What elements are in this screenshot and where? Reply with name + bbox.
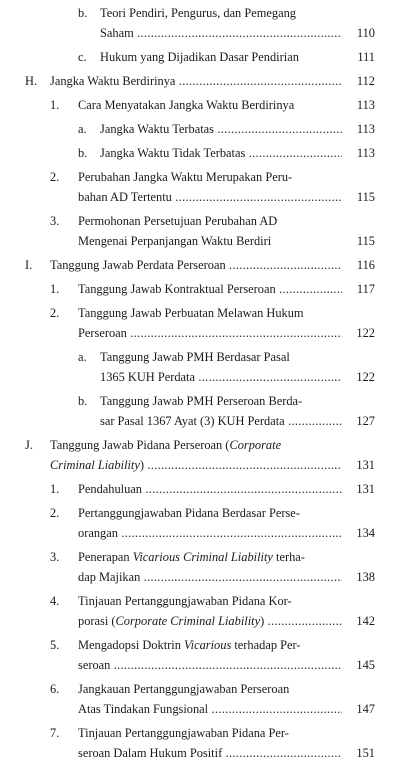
toc-page-number: 134 [356,526,375,540]
toc-line [0,71,400,91]
toc-page-number: 115 [356,234,375,248]
toc-entry-marker: 2. [50,506,60,520]
toc-line [0,455,400,475]
toc-entry-title [50,435,342,455]
toc-entry-marker: I. [25,258,33,272]
toc-line [0,3,400,23]
toc-title-text: Mengenai Perpanjangan Waktu Berdiri [78,234,272,248]
toc-page-number: 142 [356,614,375,628]
toc-entry-title [78,547,342,567]
toc-entry-title [78,95,342,115]
toc-title-text: Jangka Waktu Berdirinya [50,74,176,88]
toc-entry-marker: c. [78,50,87,64]
toc-line [0,743,400,763]
toc-line [0,143,400,163]
toc-entry-title [78,635,342,655]
toc-line [0,699,400,719]
toc-title-text: Tanggung Jawab PMH Perseroan Berda- [100,394,303,408]
toc-title-text: seroan [78,658,111,672]
toc-entry-marker: 7. [50,726,60,740]
toc-entry-title [78,231,342,251]
toc-title-text: Jangkauan Pertanggungjawaban Perseroan [78,682,290,696]
toc-title-text: bahan AD Tertentu [78,190,172,204]
toc-page-number: 117 [356,282,375,296]
toc-line [0,347,400,367]
toc-title-text: seroan Dalam Hukum Positif [78,746,223,760]
toc-entry-marker: b. [78,146,88,160]
toc-entry-title [78,655,342,675]
toc-entry-marker: 6. [50,682,60,696]
toc-entry-title [78,479,342,499]
toc-page-number: 116 [356,258,375,272]
toc-title-text: Tanggung Jawab Kontraktual Perseroan [78,282,276,296]
toc-line [0,211,400,231]
toc-entry-title [78,591,342,611]
toc-line [0,547,400,567]
toc-title-text: Permohonan Persetujuan Perubahan AD [78,214,278,228]
toc-title-text: Jangka Waktu Tidak Terbatas [100,146,246,160]
toc-entry-title [78,743,342,763]
toc-line [0,655,400,675]
toc-entry-title [78,723,342,743]
toc-title-text: sar Pasal 1367 Ayat (3) KUH Perdata [100,414,285,428]
toc-page-number: 131 [356,482,375,496]
toc-page-number: 145 [356,658,375,672]
toc-entry-title [78,211,342,231]
toc-line [0,723,400,743]
toc-entry-title [78,279,342,299]
toc-title-text: Penerapan [78,550,133,564]
toc-line [0,503,400,523]
toc-title-text: Tinjauan Pertanggungjawaban Pidana Per- [78,726,289,740]
toc-title-text: Tanggung Jawab Pidana Perseroan ( [50,438,230,452]
toc-entry-marker: 3. [50,214,60,228]
toc-line [0,303,400,323]
toc-entry-title [100,47,342,67]
toc-entry-title [100,119,342,139]
toc-entry-title [100,411,342,431]
toc-entry-title [100,23,342,43]
toc-page-number: 113 [356,146,375,160]
toc-entry-marker: 3. [50,550,60,564]
toc-entry-title [78,699,342,719]
toc-title-text: Teori Pendiri, Pengurus, dan Pemegang [100,6,296,20]
toc-entry-title [50,455,342,475]
toc-title-italic: Vicarious [184,638,232,652]
toc-line [0,119,400,139]
toc-page-number: 113 [356,98,375,112]
toc-entry-title [78,503,342,523]
toc-entry-title [78,303,342,323]
toc-line [0,679,400,699]
toc-line [0,323,400,343]
toc-entry-title [78,679,342,699]
toc-title-text: Perseroan [78,326,127,340]
toc-line [0,95,400,115]
toc-entry-title [50,71,342,91]
toc-entry-title [100,143,342,163]
toc-title-text: Cara Menyatakan Jangka Waktu Berdirinya [78,98,295,112]
toc-entry-title [78,187,342,207]
toc-title-text: Pendahuluan [78,482,143,496]
toc-title-text: orangan [78,526,118,540]
toc-title-text: Tinjauan Pertanggungjawaban Pidana Kor- [78,594,292,608]
toc-page-number: 115 [356,190,375,204]
toc-entry-title [100,391,342,411]
toc-entry-title [100,347,342,367]
toc-page-number: 122 [356,326,375,340]
toc-title-italic: Vicarious Criminal Liability [132,550,273,564]
toc-entry-title [78,567,342,587]
toc-page-number: 113 [356,122,375,136]
toc-line [0,611,400,631]
toc-entry-marker: 1. [50,482,60,496]
toc-line [0,523,400,543]
toc-page-number: 138 [356,570,375,584]
toc-page-number: 127 [356,414,375,428]
toc-entry-marker: b. [78,394,88,408]
toc-page-number: 131 [356,458,375,472]
toc-line [0,435,400,455]
toc-title-text: 1365 KUH Perdata [100,370,195,384]
toc-title-text: porasi ( [78,614,116,628]
toc-entry-marker: J. [25,438,33,452]
toc-entry-marker: 1. [50,282,60,296]
toc-line [0,23,400,43]
toc-title-text: Saham [100,26,134,40]
toc-page-number: 147 [356,702,375,716]
toc-line [0,391,400,411]
toc-entry-title [50,255,342,275]
toc-title-italic: Corporate Criminal Liability [115,614,261,628]
toc-title-text: ) [139,458,144,472]
toc-line [0,47,400,67]
toc-title-italic: Corporate [229,438,282,452]
toc-title-text: Pertanggungjawaban Pidana Berdasar Perse- [78,506,300,520]
toc-entry-marker: a. [78,350,87,364]
toc-line [0,591,400,611]
toc-line [0,635,400,655]
toc-title-text: terhadap Per- [231,638,301,652]
toc-page-number: 110 [356,26,375,40]
toc-title-text: terha- [272,550,305,564]
toc-title-text: Hukum yang Dijadikan Dasar Pendirian [100,50,299,64]
toc-entry-title [100,3,342,23]
toc-title-text: dap Majikan [78,570,141,584]
toc-line [0,187,400,207]
toc-line [0,479,400,499]
toc-line [0,279,400,299]
toc-line [0,167,400,187]
toc-line [0,567,400,587]
toc-title-text: Jangka Waktu Terbatas [100,122,214,136]
toc-title-text: ) [260,614,265,628]
toc-entry-title [78,523,342,543]
toc-entry-marker: 5. [50,638,60,652]
toc-title-text: Tanggung Jawab Perbuatan Melawan Hukum [78,306,304,320]
toc-title-text: Tanggung Jawab Perdata Perseroan [50,258,226,272]
toc-entry-title [78,167,342,187]
toc-title-italic: Criminal Liability [50,458,140,472]
toc-entry-marker: 1. [50,98,60,112]
toc-entry-title [78,323,342,343]
toc-page-number: 151 [356,746,375,760]
toc-entry-marker: a. [78,122,87,136]
toc-page-number: 111 [357,50,375,64]
toc-entry-marker: H. [25,74,38,88]
toc-title-text: Tanggung Jawab PMH Berdasar Pasal [100,350,290,364]
toc-line [0,231,400,251]
toc-page-number: 112 [356,74,375,88]
toc-title-text: Mengadopsi Doktrin [78,638,184,652]
toc-entry-marker: 2. [50,170,60,184]
toc-entry-title [100,367,342,387]
toc-entry-title [78,611,342,631]
toc-entry-marker: 4. [50,594,60,608]
toc-line [0,255,400,275]
toc-title-text: Atas Tindakan Fungsional [78,702,209,716]
toc-page-number: 122 [356,370,375,384]
toc-line [0,367,400,387]
toc-entry-marker: b. [78,6,88,20]
toc-title-text: Perubahan Jangka Waktu Merupakan Peru- [78,170,293,184]
toc-entry-marker: 2. [50,306,60,320]
toc-line [0,411,400,431]
